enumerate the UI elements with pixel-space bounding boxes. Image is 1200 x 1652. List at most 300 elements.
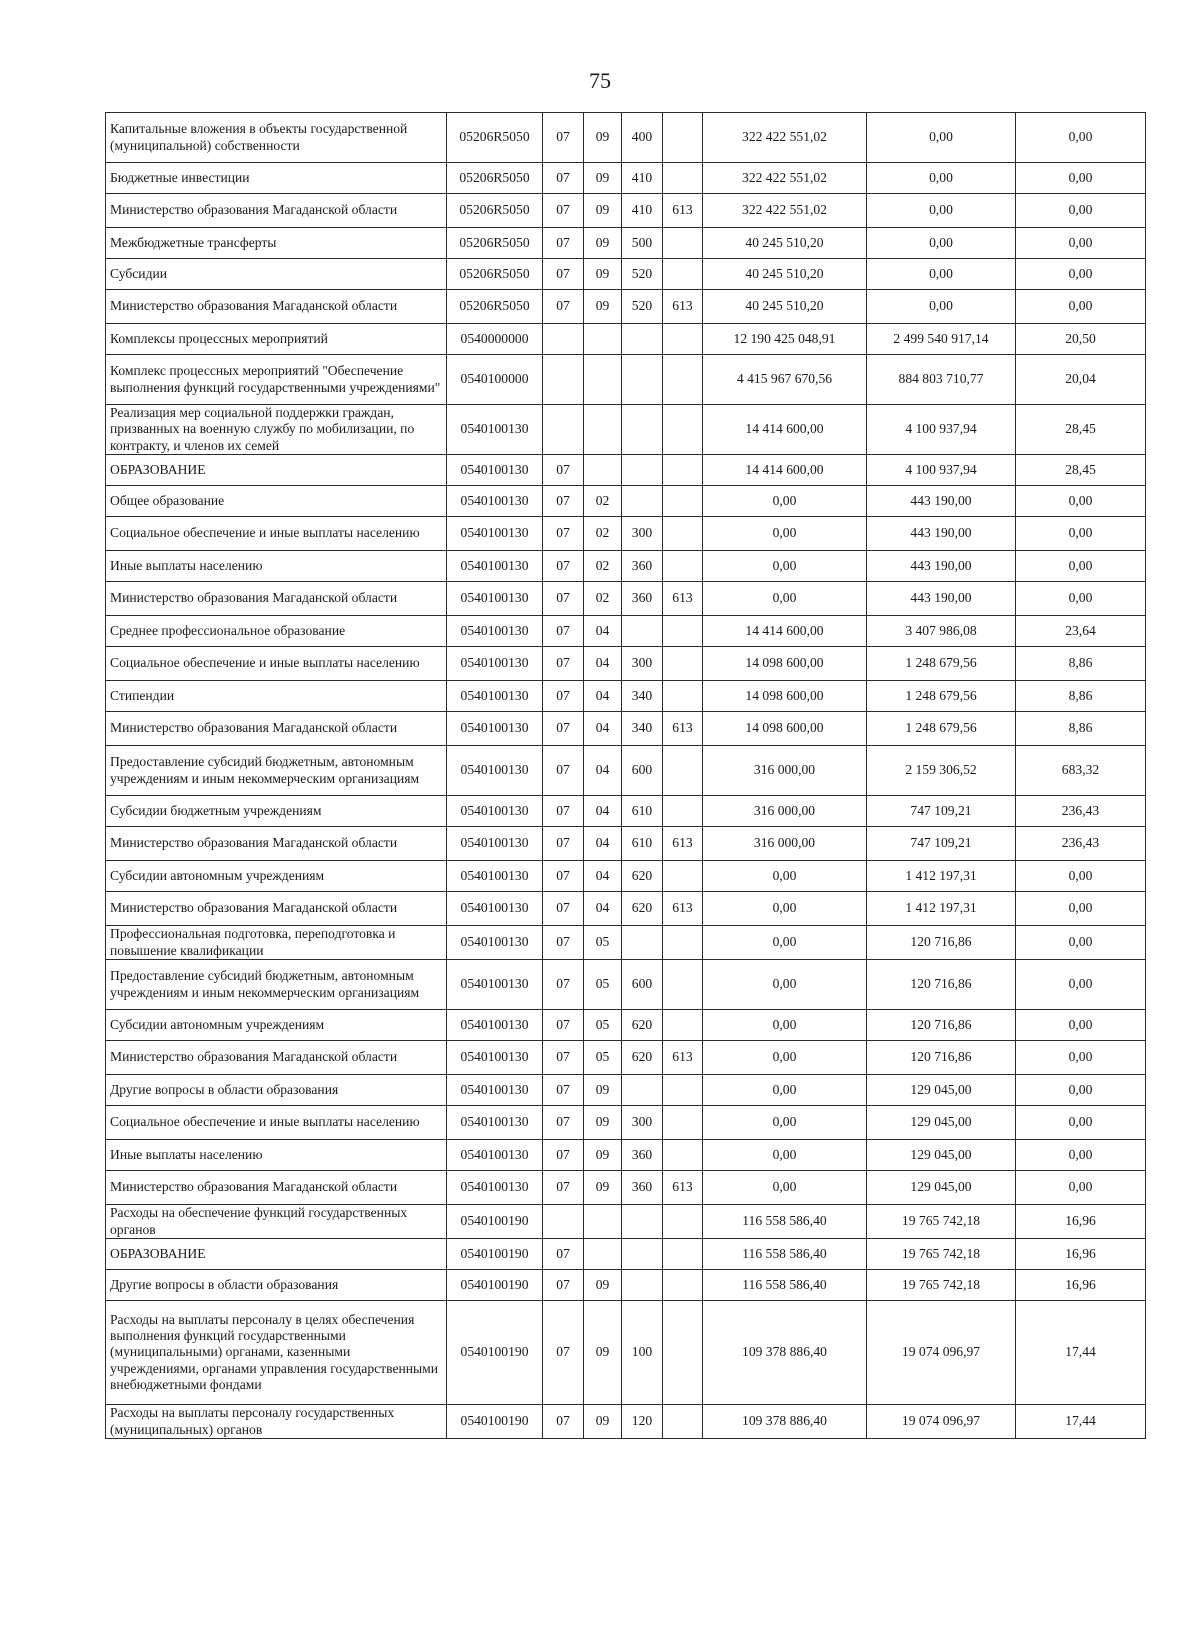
cell-fact: 1 412 197,31: [867, 892, 1016, 926]
cell-admin-code: [663, 517, 703, 551]
cell-fact: 747 109,21: [867, 827, 1016, 861]
cell-fact: 120 716,86: [867, 1041, 1016, 1075]
cell-plan: 322 422 551,02: [703, 113, 867, 163]
cell-expense-type: 620: [622, 1041, 663, 1075]
cell-target-code: 05206R5050: [447, 290, 543, 324]
cell-subsection: 05: [584, 1041, 622, 1075]
cell-target-code: 0540100130: [447, 551, 543, 582]
cell-subsection: [584, 324, 622, 355]
cell-section: 07: [543, 1239, 584, 1270]
cell-target-code: 0540100130: [447, 960, 543, 1010]
cell-subsection: 09: [584, 1405, 622, 1439]
cell-percent: 16,96: [1016, 1205, 1146, 1239]
cell-section: 07: [543, 1140, 584, 1171]
cell-target-code: 0540100190: [447, 1239, 543, 1270]
cell-section: 07: [543, 259, 584, 290]
table-row: [106, 551, 1146, 582]
cell-admin-code: [663, 861, 703, 892]
cell-expense-type: 600: [622, 746, 663, 796]
cell-expense-type: 600: [622, 960, 663, 1010]
cell-name: Стипендии: [106, 681, 447, 712]
cell-admin-code: [663, 324, 703, 355]
cell-fact: 3 407 986,08: [867, 616, 1016, 647]
cell-expense-type: 360: [622, 1171, 663, 1205]
cell-percent: 8,86: [1016, 712, 1146, 746]
table-row: [106, 1041, 1146, 1075]
cell-section: 07: [543, 827, 584, 861]
table-row: [106, 861, 1146, 892]
cell-admin-code: [663, 681, 703, 712]
cell-section: 07: [543, 517, 584, 551]
cell-percent: 0,00: [1016, 926, 1146, 960]
table-row: [106, 1075, 1146, 1106]
cell-fact: 19 074 096,97: [867, 1301, 1016, 1405]
cell-subsection: 02: [584, 486, 622, 517]
cell-plan: 316 000,00: [703, 746, 867, 796]
cell-expense-type: 120: [622, 1405, 663, 1439]
table-row: [106, 746, 1146, 796]
cell-plan: 0,00: [703, 517, 867, 551]
table-row: [106, 647, 1146, 681]
budget-table: [105, 112, 1146, 1439]
cell-name: Министерство образования Магаданской области: [106, 1171, 447, 1205]
table-row: [106, 486, 1146, 517]
table-row: [106, 796, 1146, 827]
cell-expense-type: 410: [622, 163, 663, 194]
cell-plan: 14 098 600,00: [703, 681, 867, 712]
cell-name: Капитальные вложения в объекты государственной (муниципальной) собственности: [106, 113, 447, 163]
cell-fact: 884 803 710,77: [867, 355, 1016, 405]
cell-subsection: 09: [584, 194, 622, 228]
cell-percent: 0,00: [1016, 892, 1146, 926]
cell-fact: 19 765 742,18: [867, 1205, 1016, 1239]
cell-subsection: 09: [584, 1106, 622, 1140]
cell-percent: 8,86: [1016, 681, 1146, 712]
cell-subsection: 09: [584, 163, 622, 194]
cell-admin-code: [663, 228, 703, 259]
cell-expense-type: [622, 1075, 663, 1106]
cell-fact: 2 159 306,52: [867, 746, 1016, 796]
cell-percent: 16,96: [1016, 1239, 1146, 1270]
cell-expense-type: [622, 1239, 663, 1270]
table-row: [106, 1270, 1146, 1301]
cell-target-code: 0540100130: [447, 746, 543, 796]
cell-percent: 17,44: [1016, 1405, 1146, 1439]
cell-section: 07: [543, 551, 584, 582]
cell-target-code: 0540100130: [447, 1106, 543, 1140]
cell-section: [543, 405, 584, 455]
cell-subsection: 04: [584, 746, 622, 796]
cell-fact: 1 248 679,56: [867, 647, 1016, 681]
cell-admin-code: [663, 616, 703, 647]
cell-name: Социальное обеспечение и иные выплаты населению: [106, 647, 447, 681]
cell-admin-code: [663, 1140, 703, 1171]
cell-target-code: 0540100130: [447, 1010, 543, 1041]
cell-percent: 0,00: [1016, 194, 1146, 228]
cell-section: [543, 324, 584, 355]
cell-expense-type: 500: [622, 228, 663, 259]
cell-percent: 17,44: [1016, 1301, 1146, 1405]
cell-percent: 0,00: [1016, 163, 1146, 194]
table-body: [106, 113, 1146, 1439]
cell-target-code: 0540100130: [447, 1041, 543, 1075]
cell-target-code: 0540100130: [447, 517, 543, 551]
cell-target-code: 05206R5050: [447, 259, 543, 290]
cell-target-code: 0540100130: [447, 926, 543, 960]
cell-plan: 322 422 551,02: [703, 194, 867, 228]
cell-percent: 0,00: [1016, 228, 1146, 259]
cell-plan: 316 000,00: [703, 796, 867, 827]
cell-target-code: 0540100190: [447, 1205, 543, 1239]
cell-section: 07: [543, 926, 584, 960]
cell-plan: 0,00: [703, 861, 867, 892]
cell-admin-code: [663, 1301, 703, 1405]
cell-fact: 4 100 937,94: [867, 405, 1016, 455]
cell-admin-code: [663, 405, 703, 455]
cell-admin-code: 613: [663, 194, 703, 228]
cell-fact: 443 190,00: [867, 551, 1016, 582]
cell-plan: 40 245 510,20: [703, 228, 867, 259]
cell-expense-type: 620: [622, 892, 663, 926]
cell-expense-type: [622, 324, 663, 355]
cell-target-code: 0540100130: [447, 796, 543, 827]
cell-section: 07: [543, 194, 584, 228]
cell-name: Социальное обеспечение и иные выплаты населению: [106, 1106, 447, 1140]
cell-fact: 129 045,00: [867, 1171, 1016, 1205]
table-row: [106, 1301, 1146, 1405]
cell-plan: 12 190 425 048,91: [703, 324, 867, 355]
cell-section: 07: [543, 647, 584, 681]
table-row: [106, 1239, 1146, 1270]
cell-subsection: 05: [584, 926, 622, 960]
cell-plan: 14 414 600,00: [703, 616, 867, 647]
cell-target-code: 05206R5050: [447, 113, 543, 163]
cell-percent: 16,96: [1016, 1270, 1146, 1301]
cell-expense-type: [622, 405, 663, 455]
cell-expense-type: 610: [622, 796, 663, 827]
cell-target-code: 0540100130: [447, 712, 543, 746]
cell-plan: 0,00: [703, 1140, 867, 1171]
cell-section: 07: [543, 616, 584, 647]
cell-fact: 0,00: [867, 194, 1016, 228]
cell-subsection: 02: [584, 551, 622, 582]
table-row: [106, 228, 1146, 259]
cell-subsection: 04: [584, 892, 622, 926]
cell-fact: 0,00: [867, 228, 1016, 259]
cell-section: 07: [543, 113, 584, 163]
cell-plan: 0,00: [703, 1010, 867, 1041]
table-row: [106, 1405, 1146, 1439]
cell-subsection: 04: [584, 796, 622, 827]
cell-expense-type: 520: [622, 290, 663, 324]
cell-fact: 747 109,21: [867, 796, 1016, 827]
cell-target-code: 0540000000: [447, 324, 543, 355]
cell-admin-code: 613: [663, 582, 703, 616]
cell-admin-code: [663, 259, 703, 290]
table-row: [106, 113, 1146, 163]
cell-target-code: 0540100130: [447, 647, 543, 681]
table-row: [106, 616, 1146, 647]
cell-plan: 0,00: [703, 582, 867, 616]
cell-plan: 0,00: [703, 892, 867, 926]
cell-percent: 0,00: [1016, 1140, 1146, 1171]
cell-name: Министерство образования Магаданской области: [106, 1041, 447, 1075]
table-row: [106, 582, 1146, 616]
cell-admin-code: [663, 113, 703, 163]
cell-expense-type: 360: [622, 582, 663, 616]
cell-section: 07: [543, 960, 584, 1010]
cell-section: 07: [543, 712, 584, 746]
cell-subsection: 02: [584, 582, 622, 616]
cell-percent: 0,00: [1016, 1171, 1146, 1205]
cell-plan: 14 414 600,00: [703, 405, 867, 455]
cell-percent: 236,43: [1016, 827, 1146, 861]
table-row: [106, 1140, 1146, 1171]
cell-admin-code: [663, 746, 703, 796]
cell-name: Субсидии автономным учреждениям: [106, 861, 447, 892]
cell-subsection: 05: [584, 1010, 622, 1041]
cell-name: Министерство образования Магаданской области: [106, 290, 447, 324]
cell-fact: 4 100 937,94: [867, 455, 1016, 486]
cell-percent: 0,00: [1016, 582, 1146, 616]
cell-name: Расходы на выплаты персоналу государственных (муниципальных) органов: [106, 1405, 447, 1439]
cell-fact: 19 765 742,18: [867, 1270, 1016, 1301]
cell-subsection: 04: [584, 827, 622, 861]
cell-admin-code: [663, 796, 703, 827]
table-row: [106, 163, 1146, 194]
page-number: 75: [589, 68, 611, 93]
cell-plan: 14 414 600,00: [703, 455, 867, 486]
cell-target-code: 0540100130: [447, 681, 543, 712]
cell-name: ОБРАЗОВАНИЕ: [106, 455, 447, 486]
table-row: [106, 892, 1146, 926]
cell-fact: 120 716,86: [867, 960, 1016, 1010]
cell-fact: 443 190,00: [867, 517, 1016, 551]
cell-target-code: 05206R5050: [447, 194, 543, 228]
cell-target-code: 0540100130: [447, 582, 543, 616]
cell-admin-code: [663, 551, 703, 582]
cell-subsection: 09: [584, 1301, 622, 1405]
cell-subsection: [584, 355, 622, 405]
cell-fact: 120 716,86: [867, 926, 1016, 960]
cell-expense-type: 610: [622, 827, 663, 861]
cell-expense-type: [622, 455, 663, 486]
cell-plan: 322 422 551,02: [703, 163, 867, 194]
cell-admin-code: [663, 1075, 703, 1106]
table-row: [106, 194, 1146, 228]
cell-percent: 236,43: [1016, 796, 1146, 827]
cell-expense-type: [622, 616, 663, 647]
cell-percent: 0,00: [1016, 1106, 1146, 1140]
cell-plan: 14 098 600,00: [703, 712, 867, 746]
cell-name: Министерство образования Магаданской области: [106, 827, 447, 861]
cell-section: 07: [543, 1075, 584, 1106]
cell-fact: 1 412 197,31: [867, 861, 1016, 892]
cell-fact: 443 190,00: [867, 582, 1016, 616]
cell-expense-type: [622, 355, 663, 405]
cell-plan: 0,00: [703, 1075, 867, 1106]
cell-admin-code: [663, 1405, 703, 1439]
cell-section: 07: [543, 228, 584, 259]
cell-admin-code: 613: [663, 1171, 703, 1205]
cell-subsection: 04: [584, 712, 622, 746]
cell-admin-code: [663, 926, 703, 960]
cell-percent: 0,00: [1016, 861, 1146, 892]
cell-percent: 20,04: [1016, 355, 1146, 405]
cell-subsection: 05: [584, 960, 622, 1010]
cell-percent: 0,00: [1016, 551, 1146, 582]
cell-expense-type: 360: [622, 1140, 663, 1171]
cell-fact: 129 045,00: [867, 1075, 1016, 1106]
cell-name: Комплекс процессных мероприятий "Обеспечение выполнения функций государственными учреждениями": [106, 355, 447, 405]
cell-target-code: 0540100130: [447, 1140, 543, 1171]
cell-plan: 116 558 586,40: [703, 1270, 867, 1301]
cell-section: 07: [543, 486, 584, 517]
cell-admin-code: [663, 1239, 703, 1270]
cell-target-code: 0540100190: [447, 1301, 543, 1405]
cell-section: 07: [543, 1171, 584, 1205]
cell-expense-type: [622, 1205, 663, 1239]
cell-admin-code: [663, 1205, 703, 1239]
table-row: [106, 405, 1146, 455]
cell-name: Субсидии автономным учреждениям: [106, 1010, 447, 1041]
cell-subsection: 09: [584, 1075, 622, 1106]
cell-admin-code: 613: [663, 827, 703, 861]
cell-section: 07: [543, 163, 584, 194]
cell-section: 07: [543, 746, 584, 796]
table-row: [106, 960, 1146, 1010]
cell-section: 07: [543, 290, 584, 324]
cell-name: Социальное обеспечение и иные выплаты населению: [106, 517, 447, 551]
table-row: [106, 355, 1146, 405]
cell-plan: 0,00: [703, 1171, 867, 1205]
cell-name: Министерство образования Магаданской области: [106, 892, 447, 926]
cell-section: 07: [543, 1301, 584, 1405]
cell-subsection: 09: [584, 1171, 622, 1205]
cell-name: Другие вопросы в области образования: [106, 1270, 447, 1301]
cell-section: 07: [543, 1010, 584, 1041]
cell-target-code: 0540100130: [447, 1075, 543, 1106]
table-row: [106, 455, 1146, 486]
cell-plan: 0,00: [703, 926, 867, 960]
cell-name: Среднее профессиональное образование: [106, 616, 447, 647]
cell-target-code: 0540100130: [447, 1171, 543, 1205]
cell-admin-code: 613: [663, 290, 703, 324]
cell-name: Реализация мер социальной поддержки граждан, призванных на военную службу по мобилизации, по контракту, и членов их семей: [106, 405, 447, 455]
cell-section: 07: [543, 455, 584, 486]
cell-target-code: 0540100130: [447, 892, 543, 926]
cell-fact: 0,00: [867, 113, 1016, 163]
cell-fact: 443 190,00: [867, 486, 1016, 517]
table-row: [106, 1106, 1146, 1140]
cell-plan: 116 558 586,40: [703, 1239, 867, 1270]
cell-admin-code: 613: [663, 892, 703, 926]
cell-section: 07: [543, 1041, 584, 1075]
cell-subsection: [584, 1239, 622, 1270]
table-row: [106, 1171, 1146, 1205]
cell-expense-type: 100: [622, 1301, 663, 1405]
cell-name: Предоставление субсидий бюджетным, автономным учреждениям и иным некоммерческим организациям: [106, 746, 447, 796]
cell-name: Бюджетные инвестиции: [106, 163, 447, 194]
cell-fact: 2 499 540 917,14: [867, 324, 1016, 355]
cell-admin-code: 613: [663, 712, 703, 746]
cell-percent: 23,64: [1016, 616, 1146, 647]
cell-subsection: 04: [584, 647, 622, 681]
cell-target-code: 0540100130: [447, 455, 543, 486]
cell-subsection: [584, 1205, 622, 1239]
cell-section: 07: [543, 681, 584, 712]
cell-section: 07: [543, 892, 584, 926]
cell-admin-code: [663, 455, 703, 486]
cell-fact: 1 248 679,56: [867, 712, 1016, 746]
cell-percent: 0,00: [1016, 259, 1146, 290]
cell-expense-type: 300: [622, 647, 663, 681]
cell-name: Субсидии: [106, 259, 447, 290]
cell-target-code: 0540100130: [447, 486, 543, 517]
cell-target-code: 0540100130: [447, 827, 543, 861]
cell-plan: 14 098 600,00: [703, 647, 867, 681]
cell-name: Профессиональная подготовка, переподготовка и повышение квалификации: [106, 926, 447, 960]
cell-plan: 0,00: [703, 1106, 867, 1140]
cell-subsection: 04: [584, 861, 622, 892]
cell-subsection: 09: [584, 259, 622, 290]
cell-name: Расходы на выплаты персоналу в целях обеспечения выполнения функций государственными (муниципальными) органами, казенными учреждениями, органами управления государственными внебюджетными фондами: [106, 1301, 447, 1405]
cell-admin-code: [663, 1010, 703, 1041]
cell-name: ОБРАЗОВАНИЕ: [106, 1239, 447, 1270]
cell-expense-type: 520: [622, 259, 663, 290]
cell-percent: 20,50: [1016, 324, 1146, 355]
cell-fact: 0,00: [867, 259, 1016, 290]
cell-name: Комплексы процессных мероприятий: [106, 324, 447, 355]
cell-admin-code: [663, 163, 703, 194]
cell-section: [543, 355, 584, 405]
cell-name: Общее образование: [106, 486, 447, 517]
cell-target-code: 05206R5050: [447, 163, 543, 194]
cell-section: 07: [543, 1106, 584, 1140]
table-row: [106, 926, 1146, 960]
cell-section: 07: [543, 1405, 584, 1439]
cell-expense-type: 360: [622, 551, 663, 582]
cell-section: 07: [543, 861, 584, 892]
cell-fact: 1 248 679,56: [867, 681, 1016, 712]
cell-plan: 0,00: [703, 551, 867, 582]
cell-fact: 120 716,86: [867, 1010, 1016, 1041]
cell-expense-type: [622, 926, 663, 960]
cell-percent: 0,00: [1016, 1041, 1146, 1075]
cell-fact: 129 045,00: [867, 1140, 1016, 1171]
cell-fact: 19 765 742,18: [867, 1239, 1016, 1270]
cell-expense-type: 340: [622, 712, 663, 746]
cell-fact: 19 074 096,97: [867, 1405, 1016, 1439]
cell-name: Предоставление субсидий бюджетным, автономным учреждениям и иным некоммерческим организациям: [106, 960, 447, 1010]
cell-expense-type: 400: [622, 113, 663, 163]
cell-plan: 40 245 510,20: [703, 290, 867, 324]
cell-name: Межбюджетные трансферты: [106, 228, 447, 259]
cell-plan: 0,00: [703, 1041, 867, 1075]
cell-section: 07: [543, 796, 584, 827]
cell-percent: 0,00: [1016, 290, 1146, 324]
cell-percent: 0,00: [1016, 113, 1146, 163]
cell-plan: 116 558 586,40: [703, 1205, 867, 1239]
cell-target-code: 05206R5050: [447, 228, 543, 259]
cell-expense-type: 340: [622, 681, 663, 712]
cell-subsection: 09: [584, 228, 622, 259]
cell-expense-type: [622, 1270, 663, 1301]
cell-plan: 316 000,00: [703, 827, 867, 861]
table-row: [106, 681, 1146, 712]
cell-admin-code: [663, 1270, 703, 1301]
cell-fact: 129 045,00: [867, 1106, 1016, 1140]
